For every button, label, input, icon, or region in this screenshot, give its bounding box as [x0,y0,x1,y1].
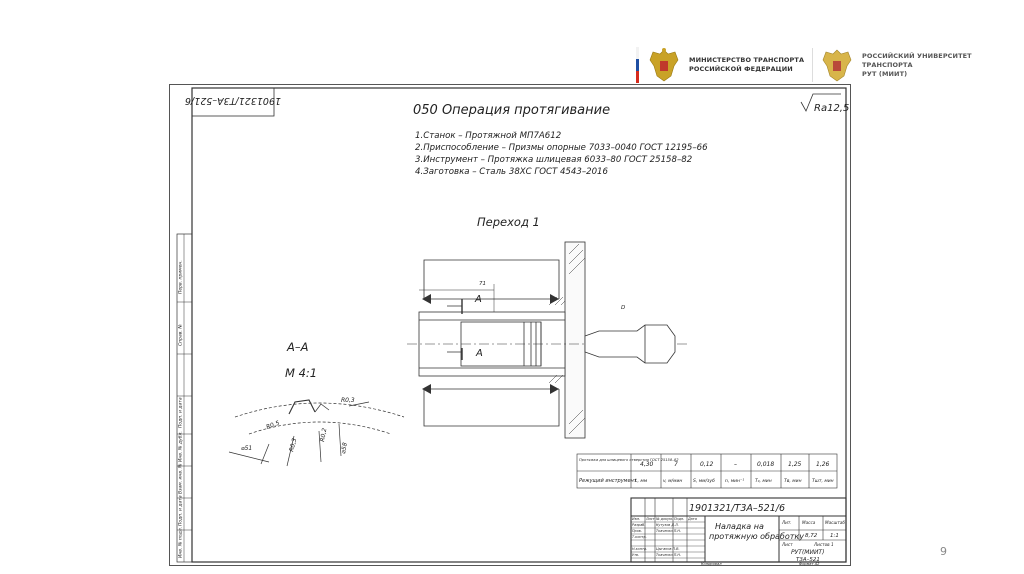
header-divider [812,48,813,82]
title-block-org: Т3А–521 [796,557,820,563]
title-block-sheets: Листов 1 [814,542,834,547]
title-block-sheet: Лист [782,542,793,547]
ministry-name: МИНИСТЕРСТВО ТРАНСПОРТА РОССИЙСКОЙ ФЕДЕРАЦИИ [689,56,805,73]
operation-title: 050 Операция протягивание [413,103,611,118]
title-block-col: № докум. [656,517,673,521]
section-label: А–А [287,340,309,354]
spec-line: 1.Станок – Протяжной МП7А612 [415,131,562,141]
title-block-person: Кутузов Д.Л. [656,523,679,527]
title-block-mass: 8,72 [805,533,818,539]
title-block-col: Изм. [632,517,640,521]
strip-label: Подп. и дата [178,397,184,428]
mode-value: 1,26 [816,461,830,468]
strip-label: Перв. примен. [178,260,184,294]
detail-dim: ⌀58 [340,442,349,455]
title-block-name: протяжную обработку [709,532,804,541]
title-block-col: Подп. [674,517,685,521]
format-label: Формат А2 [799,562,820,566]
mode-value: 0,12 [700,461,714,468]
title-block-col: Лист [646,517,655,521]
section-mark: А [475,294,482,305]
roughness-value: Ra12,5 [814,103,850,114]
university-emblem-icon [820,46,854,84]
mode-value: 0,018 [757,461,775,468]
mode-value: – [734,461,737,468]
spec-line: 2.Приспособление – Призмы опорные 7033–0040 ГОСТ 12195–66 [415,143,708,153]
title-block-person: Ткаченко П.Н. [656,553,681,557]
mode-unit: L, мм [635,479,648,484]
mode-value: 1,25 [788,461,802,468]
russian-flag-icon [636,47,639,83]
title-block-role: Т.контр. [632,535,647,539]
stamp-code: 1901321/Т3А–521/6 [185,95,281,106]
section-mark: А [476,348,483,359]
title-block-lit: Лит. [782,520,792,525]
detail-dim: R0,5 [265,419,281,431]
mode-unit: n, мин⁻¹ [725,479,745,484]
title-block-role: Разраб. [632,523,646,527]
title-block-role: Н.контр. [632,547,648,551]
mode-unit: Tшт, мин [812,479,834,484]
ministry-header [636,44,804,86]
step-title: Переход 1 [477,215,540,229]
mode-value: 4,30 [640,461,654,468]
spec-line: 4.Заготовка – Сталь 38ХС ГОСТ 4543–2016 [415,167,608,177]
title-block-org: РУТ(МИИТ) [791,549,825,556]
detail-dim: R0,3 [341,397,355,404]
title-block-col: Дата [688,517,697,521]
detail-dim: R0,3 [288,437,299,453]
spec-line: 3.Инструмент – Протяжка шлицевая 6033–80 ГОСТ 25158–82 [415,155,693,165]
title-block-scale-head: Масштаб [825,520,845,525]
strip-label: Инв. № подл. [178,526,184,558]
mode-value: 7 [674,461,678,468]
detail-dim: ⌀51 [241,445,253,452]
title-block-code: 1901321/Т3А–521/6 [689,503,785,514]
section-scale: М 4:1 [285,366,318,380]
strip-label: Подп. и дата [178,495,184,526]
mode-unit: Tв, мин [784,479,802,484]
double-headed-eagle-icon [647,46,681,84]
technical-drawing [169,84,851,566]
detail-dim: R0,2 [319,427,329,443]
title-block-person: Цыганов П.В. [656,547,680,551]
mode-row2-label: Режущий инструмент [579,478,637,484]
dimension-71: 71 [479,281,486,287]
page-number: 9 [940,545,947,558]
mode-row1-label: Протяжка для шлицевого отверстия ГОСТ 25158–82 [579,458,679,462]
title-block-mass-head: Масса [802,520,816,525]
strip-label: Инв. № дубл. [178,431,184,462]
title-block-name: Наладка на [715,522,764,531]
title-block-role: Утв. [632,553,640,557]
title-block-scale: 1:1 [830,533,839,539]
title-block-person: Ткаченко П.Н. [656,529,681,533]
mode-unit: v, м/мин [663,479,683,484]
mode-unit: T₀, мин [755,479,772,484]
university-header [820,44,972,86]
mode-unit: S, мм/зуб [693,479,715,484]
university-name: РОССИЙСКИЙ УНИВЕРСИТЕТ ТРАНСПОРТА РУТ (МИИТ) [862,51,972,78]
strip-label: Справ. № [178,324,184,346]
dimension-d: D [621,305,626,311]
strip-label: Взам. инв. № [178,463,184,494]
title-block-role: Пров. [632,529,642,533]
copied-label: Копировал [701,562,722,566]
